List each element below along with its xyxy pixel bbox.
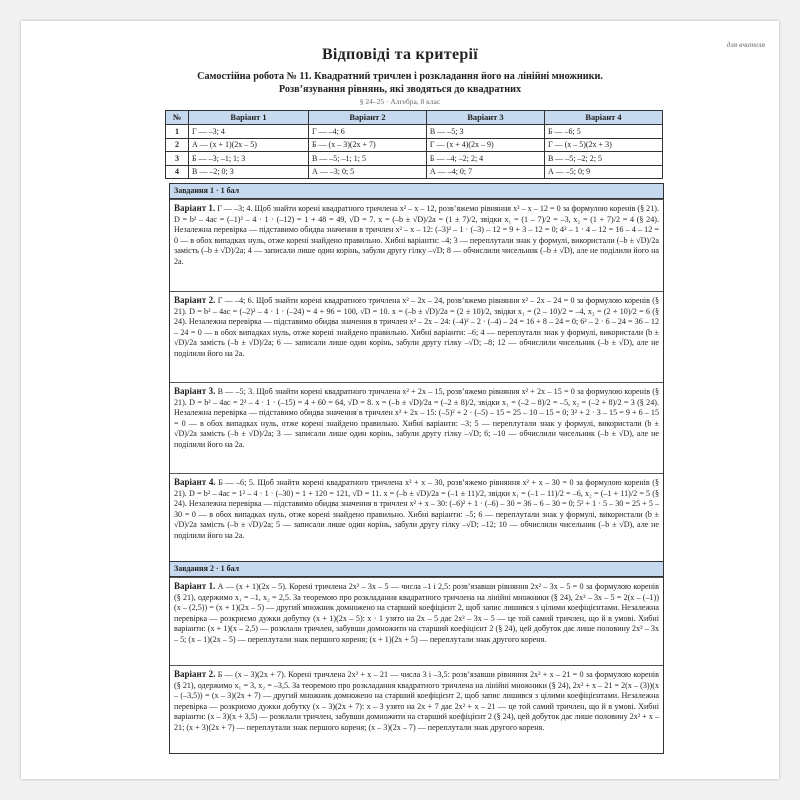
worksheet-page [21,21,779,779]
solution-text: Б — –6; 5. Щоб знайти корені квадратного тричлена x² + x – 30, розв’яжемо рівняння x² + x – 30 = 0 за формулою коренів (§ 21). D = b² – 4ac = 1² – 4 · 1 · (–30) = 1 + 120 = 121, √D = 11. x = (–b ± √D)/2a = (–1 ± 11)/2, звідки x₁ = (–1 – 11)/2 = –6, x₂ = (–1 + 11)/2 = 5 (§ 24). Незалежна перевірка — підставимо обидва значення в тричлен x² + x – 30: (–6)² + 1 · (–6) – 30 = 36 – 6 – 30 = 0; 5² + 1 · 5 – 30 = 25 + 5 – 30 = 0 — в обох випадках нуль, отже корені знайдено правильно. Хибні варіанти: –5; 6 — переплутали знак у формулі, використали (b ± √D)/2a замість (–b ± √D)/2a; 5 — записали лише один корінь, забули другу гілку –√D; –12; 10 — обчислили чисельник (–b ± √D), але не поділили його на 2a. [174,478,659,540]
column-header-variant-4: Варіант 4 [544,111,662,125]
table-row [166,125,663,139]
subtitle-line-1: Самостійна робота № 11. Квадратний тричлен і розкладання його на лінійні множники. [197,71,603,82]
row-number: 2 [166,138,189,152]
answer-cell: Г — –4; 6 [308,125,426,139]
answer-cell: Г — –3; 4 [189,125,309,139]
task-1-variant-3 [170,382,663,473]
solution-text: А — (x + 1)(2x – 5). Корені тричлена 2x² – 3x – 5 — числа –1 і 2,5: розв’язавши рівняння 2x² – 3x – 5 = 0 за формулою коренів (§ 21), одержимо x₁ = –1, x₂ = 2,5. За теоремою про розкладання квадратного тричлена на лінійні множники (§ 24), 2x² – 3x – 5 = 2(x – (–1))(x – (2,5)) = (x + 1)(2x – 5) — другий множник домножено на старший коефіцієнт 2, щоб запис лишився з цілими коефіцієнтами. Незалежна перевірка — розкриємо дужки добутку (x + 1)(2x – 5): x · 1 узято на 2x – 5 дає 2x² – 3x – 5 — це той самий тричлен, що й в умові. Хибні варіанти: (x + 1)(x – 2,5) — розклали тричлен, забувши домножити на старший коефіцієнт 2 (§ 24), цей добуток дає лише половину 2x² – 3x – 5; (x – 1)(2x – 5) — переплутали знак першого кореня; (x + 1)(2x + 5) — переплутали знак другого кореня. [174,582,659,644]
table-row [166,165,663,179]
task-2-variant-2 [170,665,663,753]
solution-text: Г — –3; 4. Щоб знайти корені квадратного тричлена x² – x – 12, розв’яжемо рівняння x² – x – 12 = 0 за формулою коренів (§ 21). D = b² – 4ac = (–1)² – 4 · 1 · (–12) = 1 + 48 = 49, √D = 7. x = (–b ± √D)/2a = (1 ± 7)/2, звідки x₁ = (1 – 7)/2 = –3, x₂ = (1 + 7)/2 = 4 (§ 24). Незалежна перевірка — підставимо обидва значення в тричлен x² – x – 12: (–3)² – 1 · (–3) – 12 = 9 + 3 – 12 = 0; 4² – 1 · 4 – 12 = 16 – 4 – 12 = 0 — в обох випадках нуль, отже корені знайдено правильно. Хибні варіанти: –4; 3 — переплутали знак у формулі, використали (–b ± √D)/2a замість (–b ± √D)/2a; 4 — записали лише один корінь, забули другу гілку –√D; 8 — обчислили чисельник (–b ± √D), але не поділили його на 2a. [174,204,659,266]
answer-cell: В — –5; –2; 2; 5 [544,152,662,166]
column-header-variant-3: Варіант 3 [426,111,544,125]
task-1-variant-4 [170,473,663,564]
answer-cell: В — –2; 0; 3 [189,165,309,179]
column-header-variant-2: Варіант 2 [308,111,426,125]
answer-table-header [166,111,663,125]
row-number: 4 [166,165,189,179]
variant-label: Варіант 1. [174,581,216,591]
column-header-number: № [166,111,189,125]
answer-cell: Б — –6; 5 [544,125,662,139]
variant-label: Варіант 1. [174,203,216,213]
answer-cell: А — (x + 1)(2x – 5) [189,138,309,152]
answer-cell: Б — –3; –1; 1; 3 [189,152,309,166]
answer-table [165,110,663,179]
subtitle-line-2: Розв’язування рівнянь, які зводяться до квадратних [278,84,522,95]
task-1-heading: Завдання 1 · 1 бал [170,184,663,199]
source-reference: § 24–25 · Алгебра, 8 клас [359,97,441,106]
answer-cell: А — –4; 0; 7 [426,165,544,179]
solution-text: Г — –4; 6. Щоб знайти корені квадратного тричлена x² – 2x – 24, розв’яжемо рівняння x² – 2x – 24 = 0 за формулою коренів (§ 21). D = b² – 4ac = (–2)² – 4 · 1 · (–24) = 4 + 96 = 100, √D = 10. x = (–b ± √D)/2a = (2 ± 10)/2, звідки x₁ = (2 – 10)/2 = –4, x₂ = (2 + 10)/2 = 6 (§ 24). Незалежна перевірка — підставимо обидва значення в тричлен x² – 2x – 24: (–4)² – 2 · (–4) – 24 = 16 + 8 – 24 = 0; 6² – 2 · 6 – 24 = 36 – 12 – 24 = 0 — в обох випадках нуль, отже корені знайдено правильно. Хибні варіанти: –6; 4 — переплутали знак у формулі, використали (b ± √D)/2a замість (–b ± √D)/2a; 6 — записали лише один корінь, забули другу гілку –√D; –8; 12 — обчислили чисельник (–b ± √D), але не поділили його на 2a. [174,296,659,358]
task-1-section [169,183,664,565]
answer-cell: Б — (x – 3)(2x + 7) [308,138,426,152]
solution-text: В — –5; 3. Щоб знайти корені квадратного тричлена x² + 2x – 15, розв’яжемо рівняння x² + 2x – 15 = 0 за формулою коренів (§ 21). D = b² – 4ac = 2² – 4 · 1 · (–15) = 4 + 60 = 64, √D = 8. x = (–b ± √D)/2a = (–2 ± 8)/2, звідки x₁ = (–2 – 8)/2 = –5, x₂ = (–2 + 8)/2 = 3 (§ 24). Незалежна перевірка — підставимо обидва значення в тричлен x² + 2x – 15: (–5)² + 2 · (–5) – 15 = 25 – 10 – 15 = 0; 3² + 2 · 3 – 15 = 9 + 6 – 15 = 0 — в обох випадках нуль, отже корені знайдено правильно. Хибні варіанти: –3; 5 — переплутали знак у формулі, використали (b ± √D)/2a замість (–b ± √D)/2a; 3 — записали лише один корінь, забули другу гілку –√D; 6; –10 — обчислили чисельник (–b ± √D), але не поділили його на 2a. [174,387,660,449]
task-2-section [169,561,664,754]
table-row [166,138,663,152]
answer-cell: А — –3; 0; 5 [308,165,426,179]
task-2-variant-1 [170,577,663,665]
answer-cell: А — –5; 0; 9 [544,165,662,179]
audience-label: для вчителя [726,40,765,49]
row-number: 3 [166,152,189,166]
solution-text: Б — (x – 3)(2x + 7). Корені тричлена 2x² + x – 21 — числа 3 і –3,5: розв’язавши рівняння 2x² + x – 21 = 0 за формулою коренів (§ 21), одержимо x₁ = 3, x₂ = –3,5. За теоремою про розкладання квадратного тричлена на лінійні множники (§ 24), 2x² + x – 21 = 2(x – (3))(x – (–3,5)) = (x – 3)(2x + 7) — другий множник домножено на старший коефіцієнт 2, щоб запис лишився з цілими коефіцієнтами. Незалежна перевірка — розкриємо дужки добутку (x – 3)(2x + 7): x – 3 узято на 2x + 7 дає 2x² + x – 21 — це той самий тричлен, що й в умові. Хибні варіанти: (x – 3)(x + 3,5) — розклали тричлен, забувши домножити на старший коефіцієнт 2 (§ 24), цей добуток дає лише половину 2x² + x – 21; (x + 3)(2x + 7) — переплутали знак першого кореня; (x – 3)(2x – 7) — переплутали знак другого кореня. [174,670,659,732]
row-number: 1 [166,125,189,139]
task-1-variant-1 [170,199,663,291]
work-subtitle [81,70,719,96]
answer-cell: Б — –4; –2; 2; 4 [426,152,544,166]
answer-cell: Г — (x – 5)(2x + 3) [544,138,662,152]
answer-cell: В — –5; 3 [426,125,544,139]
answer-cell: Г — (x + 4)(2x – 9) [426,138,544,152]
column-header-variant-1: Варіант 1 [189,111,309,125]
answer-cell: В — –5; –1; 1; 5 [308,152,426,166]
table-row [166,152,663,166]
variant-label: Варіант 3. [174,386,216,396]
task-2-heading: Завдання 2 · 1 бал [170,562,663,577]
variant-label: Варіант 4. [174,477,216,487]
variant-label: Варіант 2. [174,295,216,305]
variant-label: Варіант 2. [174,669,216,679]
page-title: Відповіді та критерії [321,46,479,63]
task-1-variant-2 [170,291,663,382]
